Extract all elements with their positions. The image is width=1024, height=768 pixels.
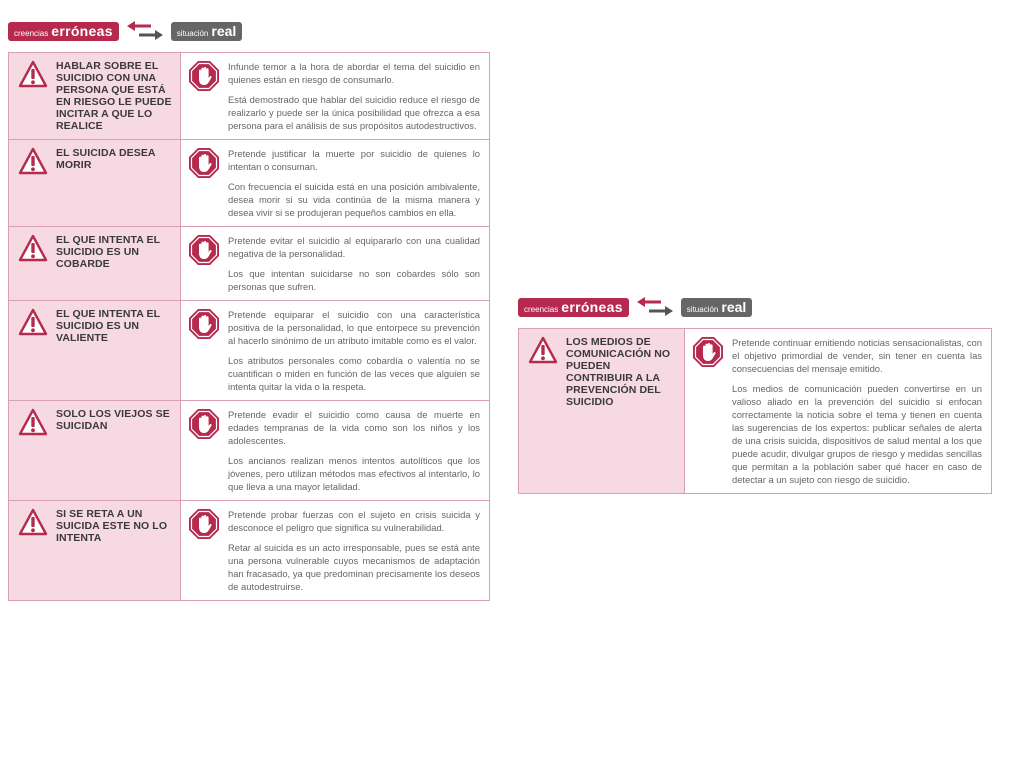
- reality-text: Con frecuencia el suicida está en una posición ambivalente, desea morir si su vida continúa de la misma manera y desea vivir si se produjeran pequeños cambios en ella.: [228, 181, 480, 218]
- stop-hand-icon: [188, 147, 220, 179]
- reality-cell: [181, 401, 490, 501]
- myth-cell: [9, 501, 181, 601]
- badge-small-text: situación: [176, 28, 209, 38]
- myth-row: [9, 301, 490, 401]
- reality-paragraphs: [228, 234, 480, 293]
- myth-cell: [519, 329, 685, 494]
- myth-text: HABLAR SOBRE EL SUICIDIO CON UNA PERSONA QUE ESTÁ EN RIESGO LE PUEDE INCITAR A QUE LO REALICE: [56, 60, 172, 132]
- stop-hand-icon: [188, 408, 220, 440]
- myth-text: EL SUICIDA DESEA MORIR: [56, 147, 156, 171]
- reality-cell: [181, 301, 490, 401]
- warning-triangle-icon: [18, 147, 48, 175]
- reality-cell: [181, 501, 490, 601]
- warning-triangle-icon: [18, 508, 48, 536]
- header-right-table: [518, 296, 752, 318]
- stop-hand-icon: [188, 308, 220, 340]
- badge-big-text: real: [721, 298, 747, 315]
- myth-purpose-text: Pretende evitar el suicidio al equipararlo con una cualidad negativa de la personalidad.: [228, 235, 480, 259]
- myth-cell: [9, 53, 181, 140]
- badge-big-text: real: [211, 22, 237, 39]
- warning-triangle-icon: [18, 234, 48, 262]
- badge-big-text: erróneas: [561, 298, 623, 315]
- reality-paragraphs: [228, 508, 480, 593]
- reality-paragraphs: [228, 408, 480, 493]
- badge-creencias-erroneas: [518, 298, 629, 317]
- badge-small-text: creencias: [524, 304, 559, 314]
- myth-purpose-text: Pretende evadir el suicidio como causa de muerte en edades tempranas de la vida como son los niños y los adolescentes.: [228, 409, 480, 446]
- myth-row: [9, 53, 490, 140]
- myth-text: EL QUE INTENTA EL SUICIDIO ES UN VALIENTE: [56, 308, 160, 344]
- reality-text: Está demostrado que hablar del suicidio reduce el riesgo de realizarlo y puede ser la única posibilidad que ofrezca a esa persona para el análisis de sus propósitos autodestructivos.: [228, 94, 480, 131]
- warning-triangle-icon: [18, 408, 48, 436]
- myth-cell: [9, 301, 181, 401]
- myth-row: [9, 501, 490, 601]
- reality-cell: [685, 329, 992, 494]
- myth-cell: [9, 140, 181, 227]
- badge-small-text: creencias: [14, 28, 49, 38]
- myth-text: SOLO LOS VIEJOS SE SUICIDAN: [56, 408, 170, 432]
- myth-row: [9, 140, 490, 227]
- myths-table-main: [8, 52, 490, 601]
- reality-text: Los atributos personales como cobardía o valentía no se cuantifican o miden en función de las veces que alguien se intenta quitar la vida o la respeta.: [228, 355, 480, 392]
- badge-situacion-real: [681, 298, 753, 317]
- stop-hand-icon: [188, 508, 220, 540]
- reality-text: Los que intentan suicidarse no son cobardes sólo son personas que sufren.: [228, 268, 480, 292]
- myth-purpose-text: Pretende continuar emitiendo noticias sensacionalistas, con el objetivo primordial de vender, sin tener en cuenta las consecuencias del mensaje emitido.: [732, 337, 982, 374]
- stop-hand-icon: [692, 336, 724, 368]
- myth-purpose-text: Infunde temor a la hora de abordar el tema del suicidio en quienes están en riesgo de consumarlo.: [228, 61, 480, 85]
- myth-cell: [9, 401, 181, 501]
- myth-text: EL QUE INTENTA EL SUICIDIO ES UN COBARDE: [56, 234, 160, 270]
- myths-table-secondary: [518, 328, 992, 494]
- myth-purpose-text: Pretende probar fuerzas con el sujeto en crisis suicida y desconoce el peligro que significa su vulnerabilidad.: [228, 509, 480, 533]
- myth-purpose-text: Pretende justificar la muerte por suicidio de quienes lo intentan o consuman.: [228, 148, 480, 172]
- myth-cell: [9, 227, 181, 301]
- myth-purpose-text: Pretende equiparar el suicidio con una característica positiva de la personalidad, lo que entorpece su prevención al hacerlo sinónimo de un atributo imitable como es el valor.: [228, 309, 480, 346]
- myth-text: LOS MEDIOS DE COMUNICACIÓN NO PUEDEN CONTRIBUIR A LA PREVENCIÓN DEL SUICIDIO: [566, 336, 671, 408]
- badge-creencias-erroneas: [8, 22, 119, 41]
- stop-hand-icon: [188, 234, 220, 266]
- reality-cell: [181, 53, 490, 140]
- myth-row: [9, 401, 490, 501]
- reality-cell: [181, 227, 490, 301]
- double-arrow-icon: [635, 296, 675, 318]
- myth-text: SI SE RETA A UN SUICIDA ESTE NO LO INTENTA: [56, 508, 168, 544]
- reality-paragraphs: [228, 147, 480, 219]
- warning-triangle-icon: [18, 308, 48, 336]
- myth-row: [9, 227, 490, 301]
- myth-row: [519, 329, 992, 494]
- reality-paragraphs: [732, 336, 982, 486]
- badge-situacion-real: [171, 22, 243, 41]
- header-left-table: [8, 20, 242, 42]
- stop-hand-icon: [188, 60, 220, 92]
- badge-small-text: situación: [686, 304, 719, 314]
- reality-text: Los ancianos realizan menos intentos autolíticos que los jóvenes, pero utilizan métodos mas efectivos al intentarlo, lo que lleva a una mayor letalidad.: [228, 455, 480, 492]
- reality-paragraphs: [228, 308, 480, 393]
- reality-paragraphs: [228, 60, 480, 132]
- badge-big-text: erróneas: [51, 22, 113, 39]
- double-arrow-icon: [125, 20, 165, 42]
- reality-cell: [181, 140, 490, 227]
- reality-text: Retar al suicida es un acto irresponsable, pues se está ante una persona vulnerable cuyos mecanismos de adaptación han fracasado, ya que predominan precisamente los deseos de autodestruirse.: [228, 542, 480, 592]
- warning-triangle-icon: [18, 60, 48, 88]
- reality-text: Los medios de comunicación pueden convertirse en un valioso aliado en la prevención del suicidio si enfocan correctamente la noticia sobre el tema y tienen en cuenta las sugerencias de los expertos: publicar señales de alerta de una crisis suicida, dispositivos de salud mental a los que puede acudir, divulgar grupos de riesgo y medidas sencillas que permitan a la población saber qué hacer en caso de detectar a un sujeto con riesgo de suicidio.: [732, 383, 982, 485]
- warning-triangle-icon: [528, 336, 558, 364]
